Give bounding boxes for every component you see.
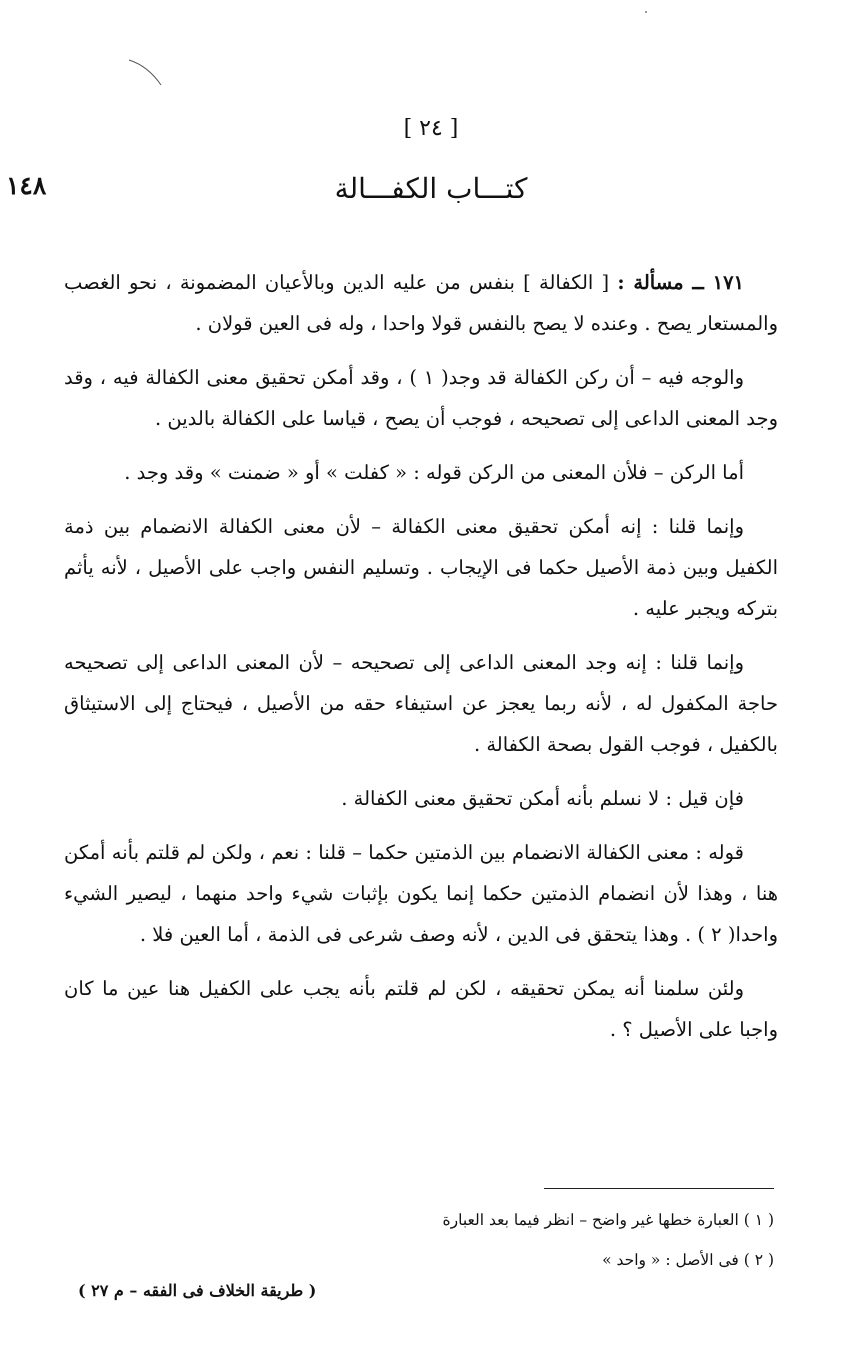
paragraph: وإنما قلنا : إنه وجد المعنى الداعى إلى تصحيحه – لأن المعنى الداعى إلى تصحيحه حاجة المكفول له ، لأنه ربما يعجز عن استيفاء حقه من الأصيل ، فيحتاج إلى الاستيثاق بالكفيل ، فوجب القول بصحة الكفالة . xyxy=(64,651,778,756)
chapter-number: [ ٢٤ ] xyxy=(403,116,459,141)
footnote: ( ١ ) العبارة خطها غير واضح – انظر فيما بعد العبارة xyxy=(442,1211,774,1229)
paragraph: وإنما قلنا : إنه أمكن تحقيق معنى الكفالة – لأن معنى الكفالة الانضمام بين ذمة الكفيل وبين ذمة الأصيل حكما فى الإيجاب . وتسليم النفس واجب على الأصيل ، لأنه يأثم بتركه ويجبر عليه . xyxy=(64,515,778,620)
paragraph: قوله : معنى الكفالة الانضمام بين الذمتين حكما – قلنا : نعم ، ولكن لم قلتم بأنه أمكن هنا ، وهذا لأن انضمام الذمتين حكما إنما يكون بإثبات شيء واحد منهما ، ليصير الشيء واحدا( ٢ ) . وهذا يتحقق فى الدين ، لأنه وصف شرعى فى الذمة ، أما العين فلا . xyxy=(64,841,778,946)
paragraph xyxy=(64,262,778,344)
paragraph: ولئن سلمنا أنه يمكن تحقيقه ، لكن لم قلتم بأنه يجب على الكفيل هنا عين ما كان واجبا على الأصيل ؟ . xyxy=(64,977,778,1041)
scan-speck xyxy=(645,11,647,13)
body-text xyxy=(64,262,778,1063)
footnote: ( ٢ ) فى الأصل : « واحد » xyxy=(602,1251,774,1269)
issue-number: ١٧١ ــ مسألة : xyxy=(617,271,745,294)
scan-mark xyxy=(128,58,162,86)
paragraph: أما الركن – فلأن المعنى من الركن قوله : « كفلت » أو « ضمنت » وقد وجد . xyxy=(124,461,744,484)
signature-line: ( طريقة الخلاف فى الفقه – م ٢٧ ) xyxy=(78,1281,317,1300)
paragraph: فإن قيل : لا نسلم بأنه أمكن تحقيق معنى الكفالة . xyxy=(341,787,744,810)
footnote-divider xyxy=(544,1188,774,1189)
page-number: ١٤٨ xyxy=(6,171,47,200)
paragraph: والوجه فيه – أن ركن الكفالة قد وجد( ١ ) ، وقد أمكن تحقيق معنى الكفالة فيه ، وقد وجد المعنى الداعى إلى تصحيحه ، فوجب أن يصح ، قياسا على الكفالة بالدين . xyxy=(64,366,778,430)
chapter-title: كتـــاب الكفـــالة xyxy=(334,172,528,205)
footnotes xyxy=(200,1200,774,1280)
paragraph-text: [ الكفالة ] بنفس من عليه الدين وبالأعيان المضمونة ، نحو الغصب والمستعار يصح . وعنده لا يصح بالنفس قولا واحدا ، وله فى العين قولان . xyxy=(64,271,778,335)
